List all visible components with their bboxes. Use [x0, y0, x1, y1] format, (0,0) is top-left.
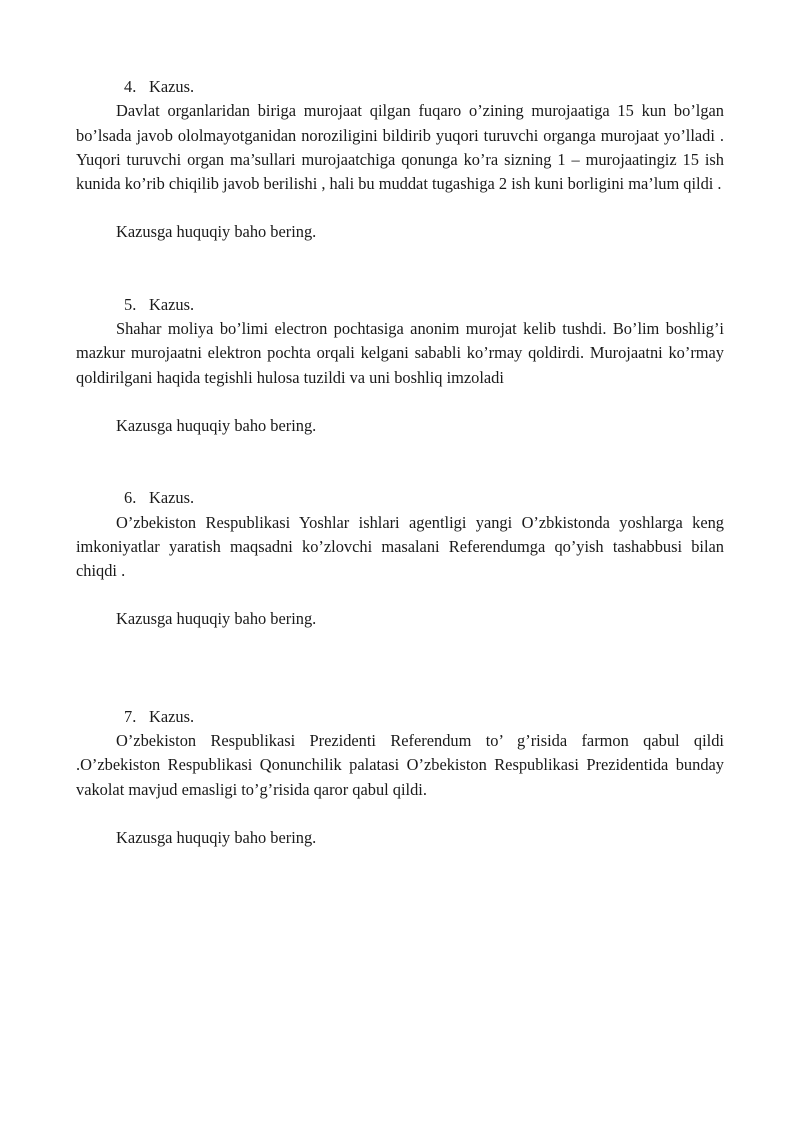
case-task: Kazusga huquqiy baho bering.	[116, 415, 317, 435]
case-number: 7.	[124, 706, 137, 726]
case-title: Kazus.	[149, 488, 195, 508]
case-heading	[124, 486, 724, 510]
case-body: Davlat organlaridan biriga murojaat qilgan fuqaro o’zining murojaatiga 15 kun bo’lgan bo’lsada javob ololmayotganidan noroziligini bildirib yuqori turuvchi organga murojaat yo’lladi . Yuqori turuvchi organ ma’sullari murojaatchiga qonunga ko’ra sizning 1 – murojaatingiz 15 ish kunida ko’rib chiqilib javob berilishi , hali bu muddat tugashiga 2 ish kuni borligini ma’lum qildi .	[76, 101, 724, 194]
case-heading	[124, 293, 724, 317]
case-title: Kazus.	[149, 706, 195, 726]
case-body: Shahar moliya bo’limi electron pochtasiga anonim murojat kelib tushdi. Bo’lim boshlig’i mazkur murojaatni elektron pochta orqali kelgani sababli ko’rmay qoldirdi. Murojaatni ko’rmay qoldirilgani haqida tegishli hulosa tuzildi va uni boshliq imzoladi	[76, 319, 724, 387]
document-content	[76, 75, 724, 850]
case-number: 4.	[124, 77, 137, 96]
case-heading	[124, 705, 724, 729]
case-task: Kazusga huquqiy baho bering.	[116, 222, 317, 242]
case-task: Kazusga huquqiy baho bering.	[116, 827, 317, 847]
case-title: Kazus.	[149, 77, 195, 96]
case-heading	[124, 75, 724, 99]
case-5	[76, 293, 724, 438]
case-number: 6.	[124, 488, 137, 508]
case-6	[76, 486, 724, 631]
case-number: 5.	[124, 294, 137, 314]
case-task: Kazusga huquqiy baho bering.	[116, 609, 317, 629]
case-7	[76, 705, 724, 850]
case-title: Kazus.	[149, 294, 195, 314]
case-body: O’zbekiston Respublikasi Prezidenti Referendum to’ g’risida farmon qabul qildi .O’zbekiston Respublikasi Qonunchilik palatasi O’zbekiston Respublikasi Prezidentida bunday vakolat mavjud emasligi to’g’risida qaror qabul qildi.	[76, 731, 724, 799]
case-4	[76, 75, 724, 245]
case-body: O’zbekiston Respublikasi Yoshlar ishlari agentligi yangi O’zbkistonda yoshlarga keng imkoniyatlar yaratish maqsadni ko’zlovchi masalani Referendumga qo’yish tashabbusi bilan chiqdi .	[76, 512, 724, 581]
